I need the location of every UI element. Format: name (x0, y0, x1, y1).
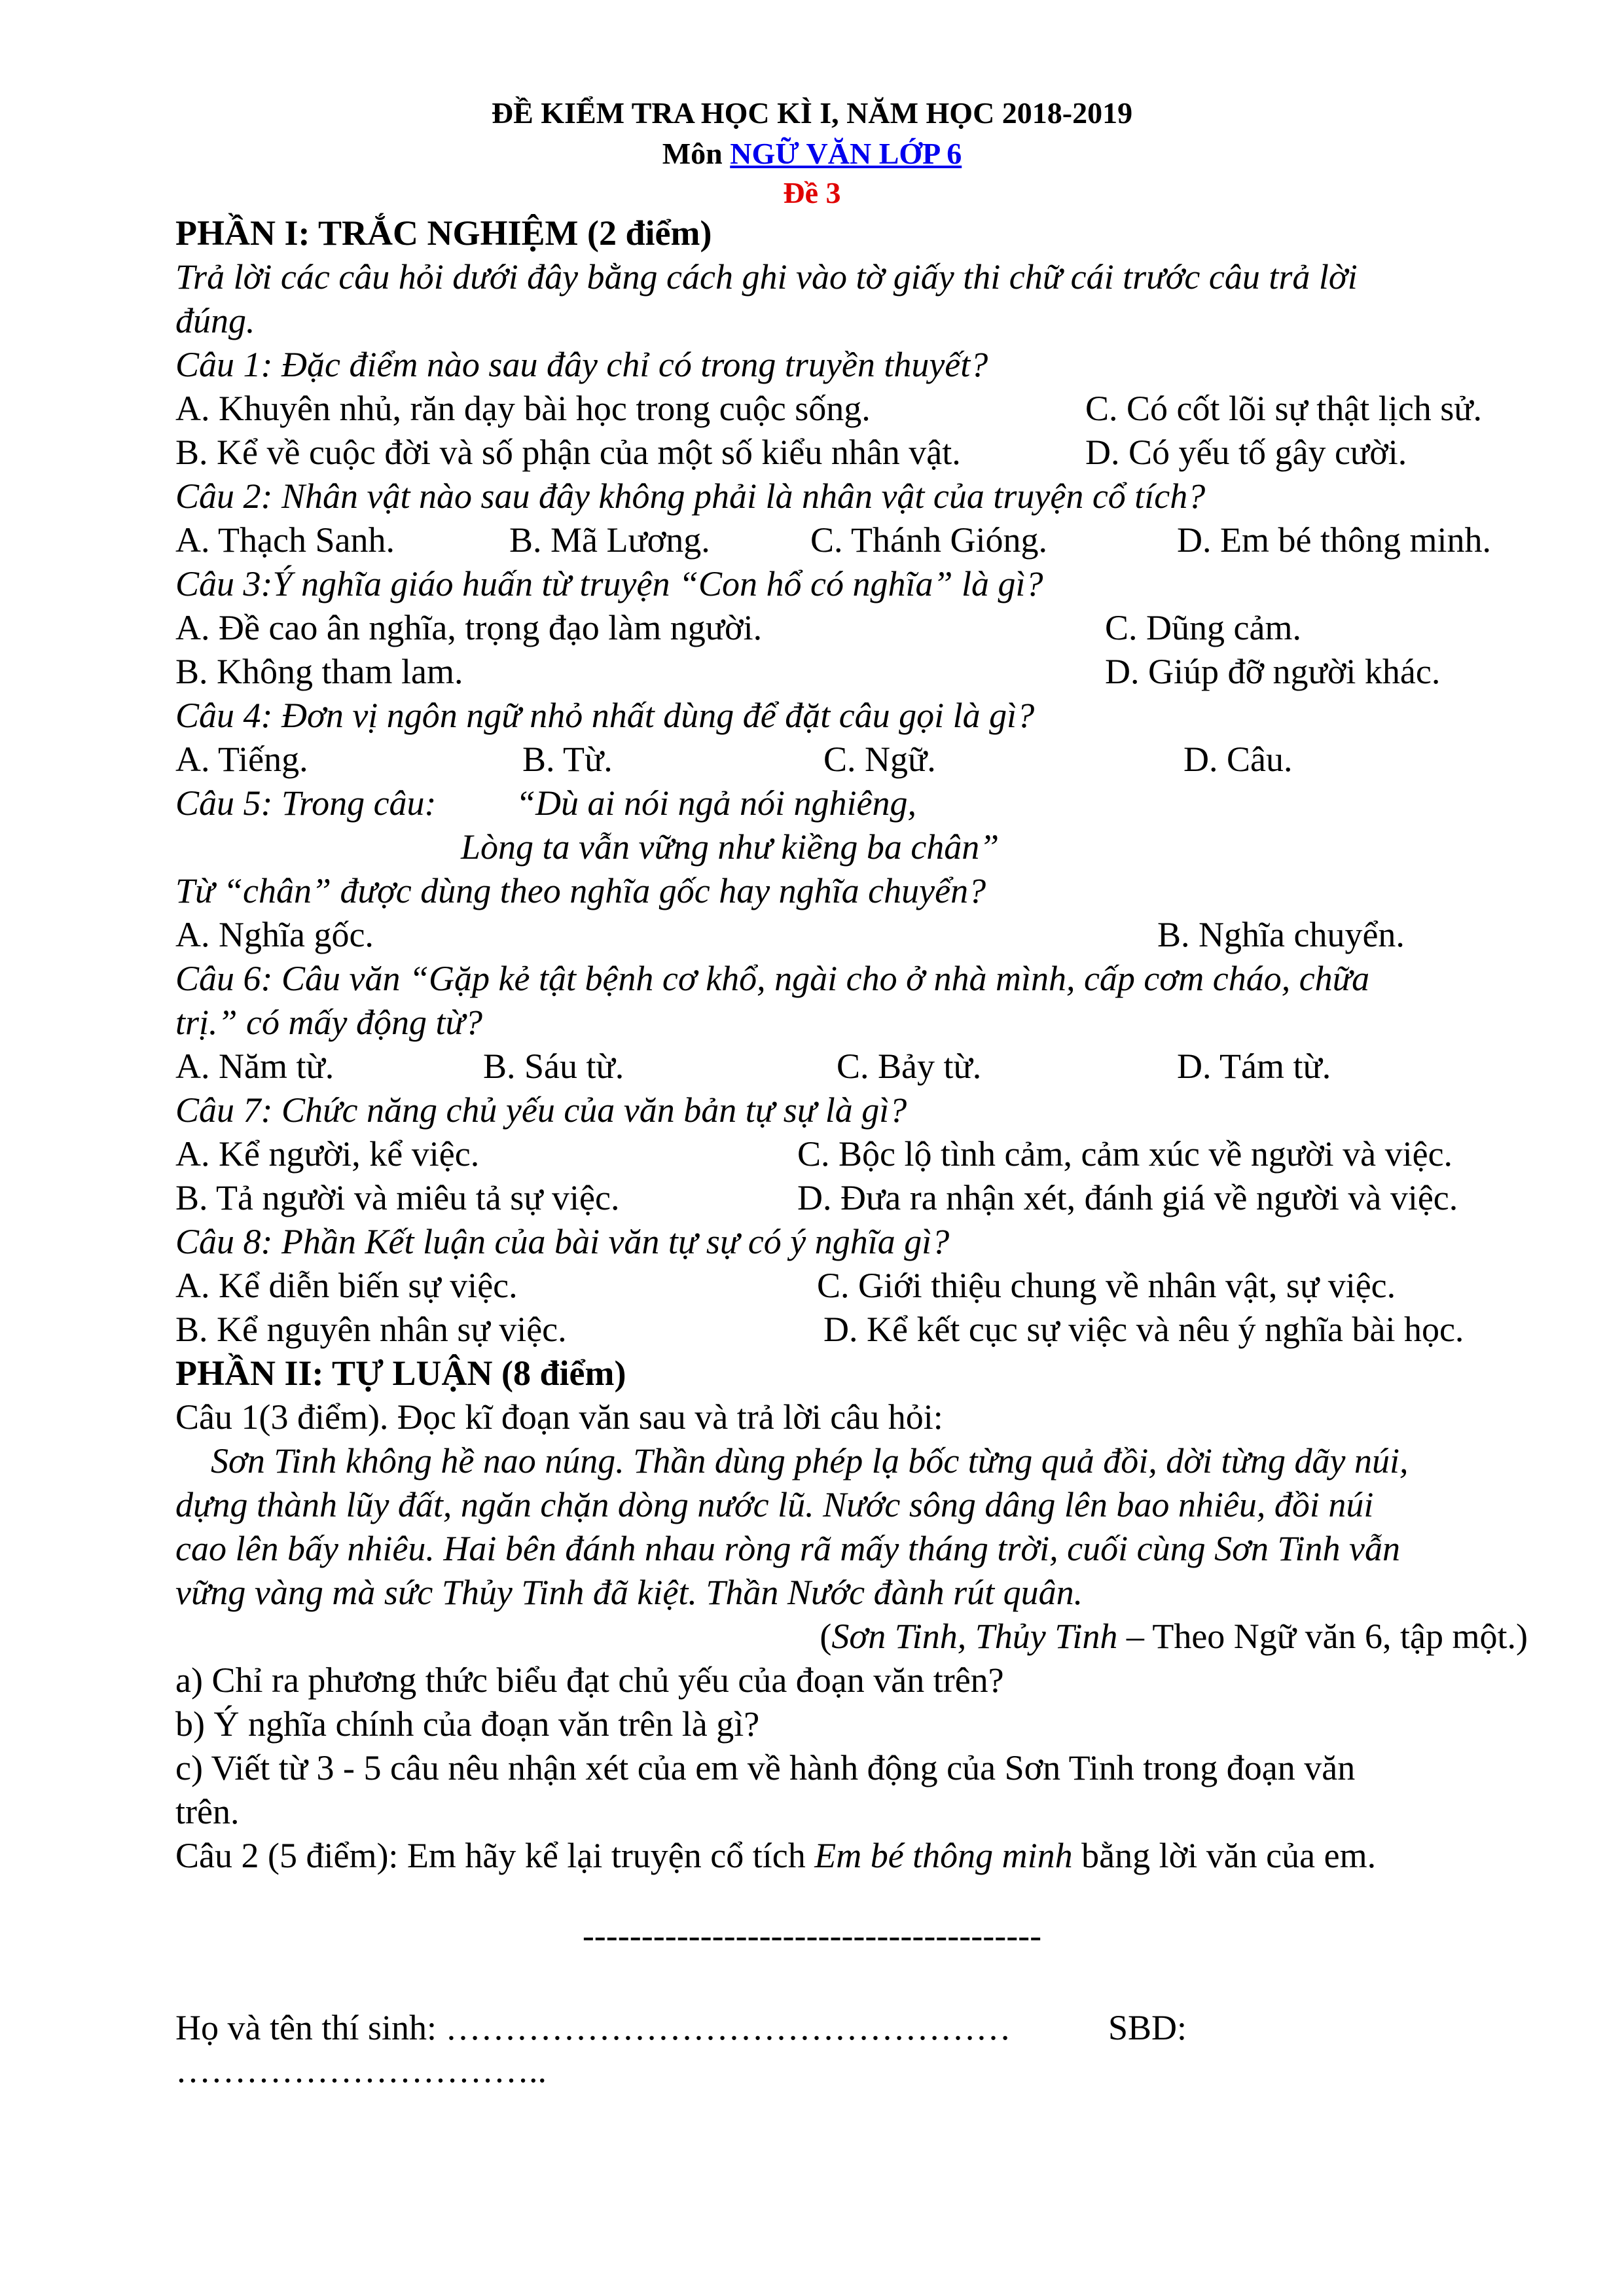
q1-option-c: C. Có cốt lõi sự thật lịch sử. (1085, 389, 1483, 428)
subject-prefix: Môn (662, 137, 723, 170)
part1-instruction: Trả lời các câu hỏi dưới đây bằng cách ghi vào tờ giấy thi chữ cái trước câu trả lời (175, 257, 1358, 296)
q5-label: Câu 5: Trong câu: (175, 783, 437, 823)
subject-link[interactable]: NGỮ VĂN LỚP 6 (730, 137, 962, 170)
q3-option-c: C. Dũng cảm. (1105, 608, 1301, 647)
part2-q1-intro: Câu 1(3 điểm). Đọc kĩ đoạn văn sau và trả lời câu hỏi: (175, 1397, 943, 1437)
sbd-dots: ………………………….. (175, 2051, 547, 2090)
q6-option-b: B. Sáu từ. (483, 1047, 624, 1086)
source-title: Sơn Tinh, Thủy Tinh (831, 1617, 1118, 1656)
exam-variant: Đề 3 (783, 176, 841, 209)
q6-question: Câu 6: Câu văn “Gặp kẻ tật bệnh cơ khổ, ngài cho ở nhà mình, cấp cơm cháo, chữa (175, 959, 1370, 998)
q8-option-d: D. Kể kết cục sự việc và nêu ý nghĩa bài học. (823, 1310, 1464, 1349)
q7-question: Câu 7: Chức năng chủ yếu của văn bản tự sự là gì? (175, 1090, 907, 1130)
q6-question-cont: trị.” có mấy động từ? (175, 1003, 482, 1042)
q2-option-c: C. Thánh Gióng. (810, 520, 1047, 560)
q2-option-b: B. Mã Lương. (509, 520, 710, 560)
q4-option-a: A. Tiếng. (175, 740, 308, 779)
passage-line: Sơn Tinh không hề nao núng. Thần dùng phép lạ bốc từng quả đồi, dời từng dãy núi, (211, 1441, 1409, 1480)
q1-option-d: D. Có yếu tố gây cười. (1085, 433, 1407, 472)
passage-line: cao lên bấy nhiêu. Hai bên đánh nhau ròng rã mấy tháng trời, cuối cùng Sơn Tinh vẫn (175, 1529, 1400, 1568)
exam-title: ĐỀ KIỂM TRA HỌC KÌ I, NĂM HỌC 2018-2019 (491, 96, 1133, 130)
divider: --------------------------------------- (582, 1916, 1042, 1955)
q2-question: Câu 2: Nhân vật nào sau đây không phải là nhân vật của truyện cổ tích? (175, 476, 1206, 516)
q8-option-b: B. Kể nguyên nhân sự việc. (175, 1310, 567, 1349)
part2-heading: PHẦN II: TỰ LUẬN (8 điểm) (175, 1354, 626, 1393)
part1-instruction-cont: đúng. (175, 301, 255, 340)
q2-suffix: bằng lời văn của em. (1072, 1836, 1377, 1875)
part2-q2 (175, 1834, 1537, 1878)
name-label: Họ và tên thí sinh: ………………………………………… (175, 2008, 1011, 2047)
q4-option-d: D. Câu. (1183, 740, 1293, 779)
q3-option-b: B. Không tham lam. (175, 652, 463, 691)
q1-question: Câu 1: Đặc điểm nào sau đây chỉ có trong truyền thuyết? (175, 345, 988, 384)
q5-option-b: B. Nghĩa chuyển. (1157, 915, 1405, 954)
passage-line: dựng thành lũy đất, ngăn chặn dòng nước lũ. Nước sông dâng lên bao nhiêu, đồi núi (175, 1485, 1374, 1524)
q8-option-c: C. Giới thiệu chung về nhân vật, sự việc. (817, 1266, 1396, 1305)
q3-option-d: D. Giúp đỡ người khác. (1105, 652, 1441, 691)
q4-question: Câu 4: Đơn vị ngôn ngữ nhỏ nhất dùng để đặt câu gọi là gì? (175, 696, 1035, 735)
question-c-cont: trên. (175, 1792, 240, 1831)
q4-option-b: B. Từ. (522, 740, 613, 779)
q5-question: Từ “chân” được dùng theo nghĩa gốc hay nghĩa chuyển? (175, 871, 986, 910)
q8-option-a: A. Kể diễn biến sự việc. (175, 1266, 518, 1305)
q3-option-a: A. Đề cao ân nghĩa, trọng đạo làm người. (175, 608, 763, 647)
question-a: a) Chỉ ra phương thức biểu đạt chủ yếu của đoạn văn trên? (175, 1660, 1004, 1700)
q2-prefix: Câu 2 (5 điểm): Em hãy kể lại truyện cổ tích (175, 1836, 815, 1875)
q7-option-b: B. Tả người và miêu tả sự việc. (175, 1178, 620, 1217)
q5-verse-1: “Dù ai nói ngả nói nghiêng, (516, 783, 917, 823)
question-b: b) Ý nghĩa chính của đoạn văn trên là gì? (175, 1704, 760, 1744)
q7-option-d: D. Đưa ra nhận xét, đánh giá về người và việc. (797, 1178, 1458, 1217)
q2-option-a: A. Thạch Sanh. (175, 520, 395, 560)
q4-option-c: C. Ngữ. (823, 740, 936, 779)
q8-question: Câu 8: Phần Kết luận của bài văn tự sự có ý nghĩa gì? (175, 1222, 950, 1261)
passage-source (175, 1615, 1528, 1659)
subject-line (0, 134, 1624, 174)
q7-option-c: C. Bộc lộ tình cảm, cảm xúc về người và việc. (797, 1134, 1453, 1174)
source-open: ( (820, 1617, 832, 1656)
passage-line: vững vàng mà sức Thủy Tinh đã kiệt. Thần Nước đành rút quân. (175, 1573, 1083, 1612)
q5-option-a: A. Nghĩa gốc. (175, 915, 374, 954)
source-rest: – Theo Ngữ văn 6, tập một.) (1117, 1617, 1528, 1656)
q6-option-a: A. Năm từ. (175, 1047, 334, 1086)
q2-story-title: Em bé thông minh (814, 1836, 1073, 1875)
q3-question: Câu 3:Ý nghĩa giáo huấn từ truyện “Con hổ có nghĩa” là gì? (175, 564, 1043, 603)
q6-option-d: D. Tám từ. (1177, 1047, 1331, 1086)
q2-option-d: D. Em bé thông minh. (1177, 520, 1491, 560)
q6-option-c: C. Bảy từ. (837, 1047, 982, 1086)
question-c: c) Viết từ 3 - 5 câu nêu nhận xét của em về hành động của Sơn Tinh trong đoạn văn (175, 1748, 1356, 1787)
q5-verse-2: Lòng ta vẫn vững như kiềng ba chân” (461, 827, 1000, 867)
q1-option-a: A. Khuyên nhủ, răn dạy bài học trong cuộc sống. (175, 389, 871, 428)
part1-heading: PHẦN I: TRẮC NGHIỆM (2 điểm) (175, 213, 712, 253)
q7-option-a: A. Kể người, kể việc. (175, 1134, 480, 1174)
q1-option-b: B. Kể về cuộc đời và số phận của một số kiểu nhân vật. (175, 433, 961, 472)
sbd-label: SBD: (1108, 2008, 1187, 2047)
